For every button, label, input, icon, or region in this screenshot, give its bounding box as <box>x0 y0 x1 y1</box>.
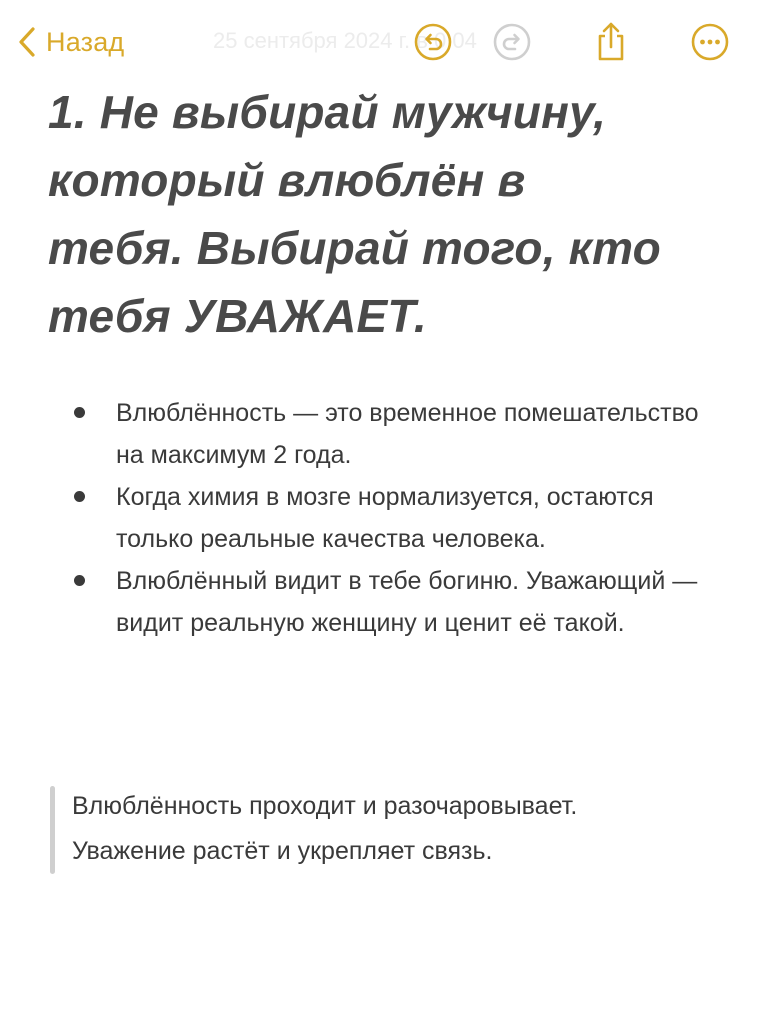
redo-button[interactable] <box>490 20 534 64</box>
redo-icon <box>492 22 532 62</box>
list-item <box>74 476 714 560</box>
top-toolbar <box>0 0 768 80</box>
note-title: 1. Не выбирай мужчину, который влюблён в тебя. Выбирай того, кто тебя УВАЖАЕТ. <box>48 86 661 342</box>
list-item-text: Влюблённый видит в тебе богиню. Уважающий — видит реальную женщину и ценит её такой. <box>116 567 698 637</box>
quote-line: Уважение растёт и укрепляет связь. <box>72 837 493 865</box>
more-button[interactable] <box>688 20 732 64</box>
quote-bar <box>50 786 55 874</box>
back-button[interactable] <box>18 22 124 62</box>
quote-line: Влюблённость проходит и разочаровывает. <box>72 792 578 820</box>
undo-icon <box>413 22 453 62</box>
block-quote <box>48 784 752 874</box>
bullet-list <box>74 392 714 644</box>
list-item-text: Когда химия в мозге нормализуется, остаются только реальные качества человека. <box>116 483 654 553</box>
more-icon <box>690 22 730 62</box>
note-body[interactable] <box>48 78 738 865</box>
bullet-icon <box>74 407 85 418</box>
back-label: Назад <box>46 26 125 57</box>
share-button[interactable] <box>589 20 633 64</box>
chevron-left-icon <box>18 26 36 58</box>
bullet-icon <box>74 491 85 502</box>
bullet-icon <box>74 575 85 586</box>
list-item <box>74 392 714 476</box>
share-icon <box>593 21 629 63</box>
list-item <box>74 560 714 644</box>
undo-button[interactable] <box>411 20 455 64</box>
list-item-text: Влюблённость — это временное помешательство на максимум 2 года. <box>116 399 699 469</box>
note-date: 25 сентября 2024 г. в 0:04 <box>213 28 477 53</box>
